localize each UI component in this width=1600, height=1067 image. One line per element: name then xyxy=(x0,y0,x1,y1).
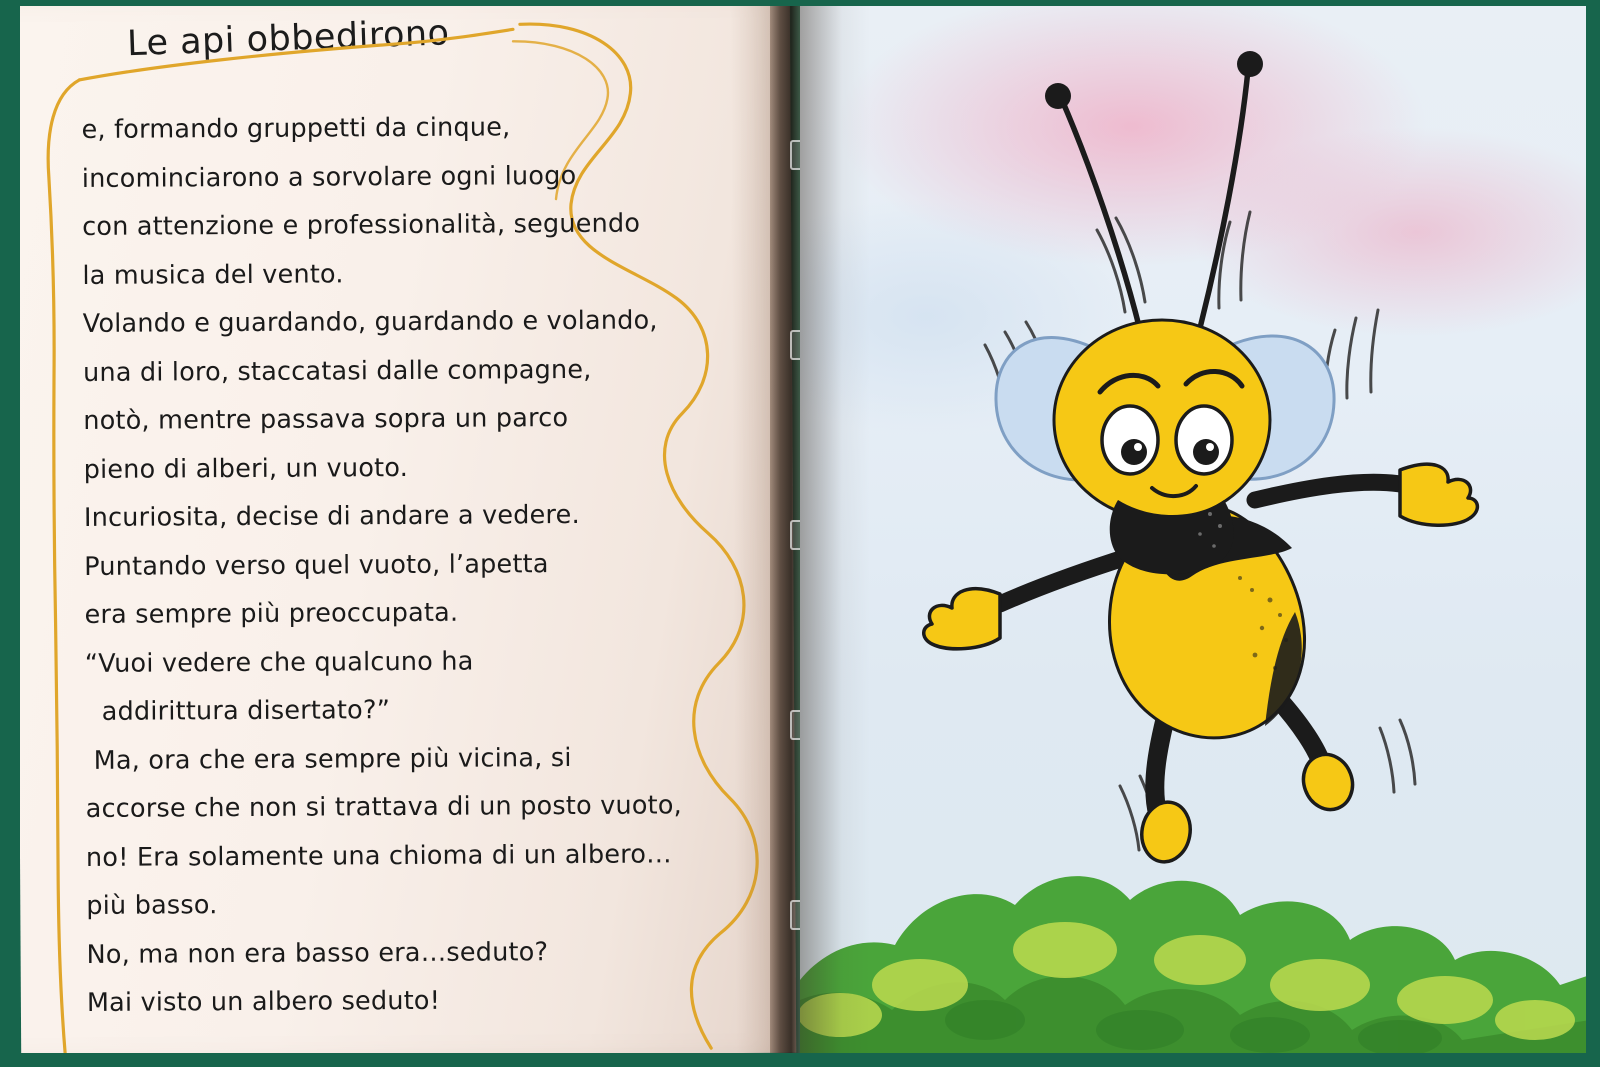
story-text xyxy=(81,102,767,1028)
story-line: Puntando verso quel vuoto, l’apetta xyxy=(84,548,549,582)
left-page xyxy=(15,0,796,1057)
frame-edge-left xyxy=(0,0,20,1067)
story-line: addirittura disertato?” xyxy=(85,695,391,727)
story-line: una di loro, staccatasi dalle compagne, xyxy=(82,354,592,388)
story-line: accorse che non si trattava di un posto vuoto, xyxy=(85,790,683,824)
story-line: e, formando gruppetti da cinque, xyxy=(81,112,511,145)
story-line: incominciarono a sorvolare ogni luogo xyxy=(81,160,577,194)
story-line: “Vuoi vedere che qualcuno ha xyxy=(84,646,474,679)
frame-edge-bottom xyxy=(0,1053,1600,1067)
frame-edge-top xyxy=(0,0,1600,6)
page-title: Le api obbedirono xyxy=(126,13,451,65)
story-line: Ma, ora che era sempre più vicina, si xyxy=(85,742,572,776)
story-line: pieno di alberi, un vuoto. xyxy=(83,452,409,485)
story-line: notò, mentre passava sopra un parco xyxy=(83,403,569,436)
story-line: Volando e guardando, guardando e volando, xyxy=(82,305,658,339)
story-line: Mai visto un albero seduto! xyxy=(86,985,441,1018)
story-line: la musica del vento. xyxy=(82,258,344,291)
story-line: era sempre più preoccupata. xyxy=(84,597,459,630)
story-line: Incuriosita, decise di andare a vedere. xyxy=(83,499,580,533)
story-line: No, ma non era basso era…seduto? xyxy=(86,936,549,970)
bee-illustration xyxy=(800,0,1590,1055)
right-page xyxy=(800,0,1590,1055)
story-line: no! Era solamente una chioma di un albero… xyxy=(85,838,672,873)
frame-edge-right xyxy=(1586,0,1600,1067)
story-line: con attenzione e professionalità, seguendo xyxy=(82,208,641,242)
story-line: più basso. xyxy=(86,890,218,921)
